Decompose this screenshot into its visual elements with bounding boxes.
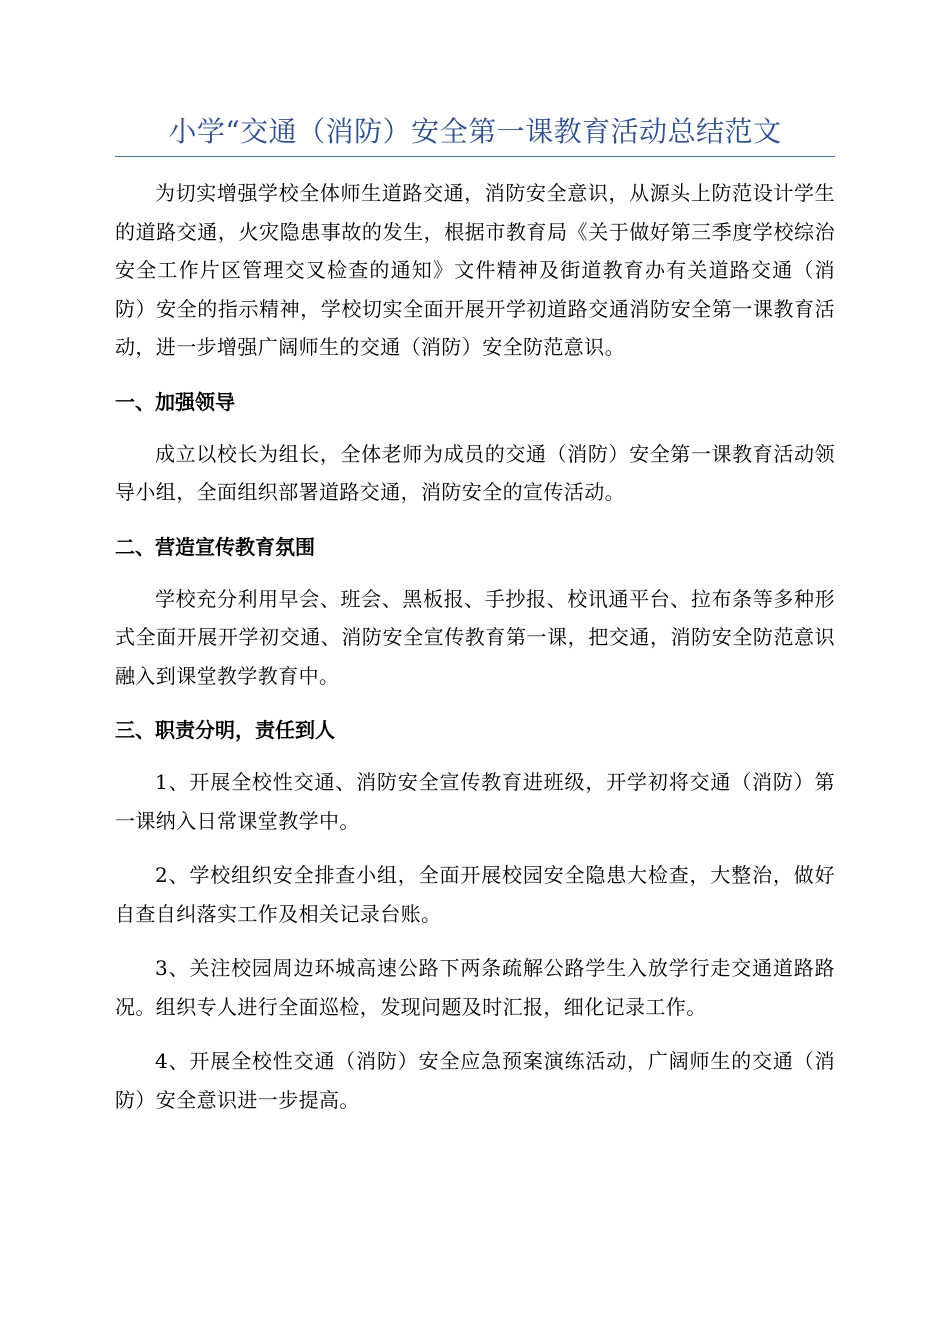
section-paragraph: 成立以校长为组长，全体老师为成员的交通（消防）安全第一课教育活动领导小组，全面组织部署道路交通，消防安全的宣传活动。 xyxy=(115,441,835,504)
document-body xyxy=(115,174,835,1119)
section-paragraph: 学校充分利用早会、班会、黑板报、手抄报、校讯通平台、拉布条等多种形式全面开展开学初交通、消防安全宣传教育第一课，把交通，消防安全防范意识融入到课堂教学教育中。 xyxy=(115,586,835,688)
section-heading-responsibility: 三、职责分明，责任到人 xyxy=(115,718,335,742)
list-item-4: 4、开展全校性交通（消防）安全应急预案演练活动，广阔师生的交通（消防）安全意识进一步提高。 xyxy=(115,1049,835,1112)
list-item-3: 3、关注校园周边环城高速公路下两条疏解公路学生入放学行走交通道路路况。组织专人进行全面巡检，发现问题及时汇报，细化记录工作。 xyxy=(115,956,835,1019)
intro-paragraph: 为切实增强学校全体师生道路交通，消防安全意识，从源头上防范设计学生的道路交通，火灾隐患事故的发生，根据市教育局《关于做好第三季度学校综治安全工作片区管理交叉检查的通知》文件精神及街道教育办有关道路交通（消防）安全的指示精神，学校切实全面开展开学初道路交通消防安全第一课教育活动，进一步增强广阔师生的交通（消防）安全防范意识。 xyxy=(115,181,835,359)
title-block xyxy=(115,112,835,157)
section-heading-atmosphere: 二、营造宣传教育氛围 xyxy=(115,534,315,559)
list-item-1: 1、开展全校性交通、消防安全宣传教育进班级，开学初将交通（消防）第一课纳入日常课堂教学中。 xyxy=(115,770,835,833)
page-title: 小学“交通（消防）安全第一课教育活动总结范文 xyxy=(168,115,782,148)
list-item-2: 2、学校组织安全排查小组，全面开展校园安全隐患大检查，大整治，做好自查自纠落实工作及相关记录台账。 xyxy=(115,863,835,926)
section-heading-leadership: 一、加强领导 xyxy=(115,389,235,414)
